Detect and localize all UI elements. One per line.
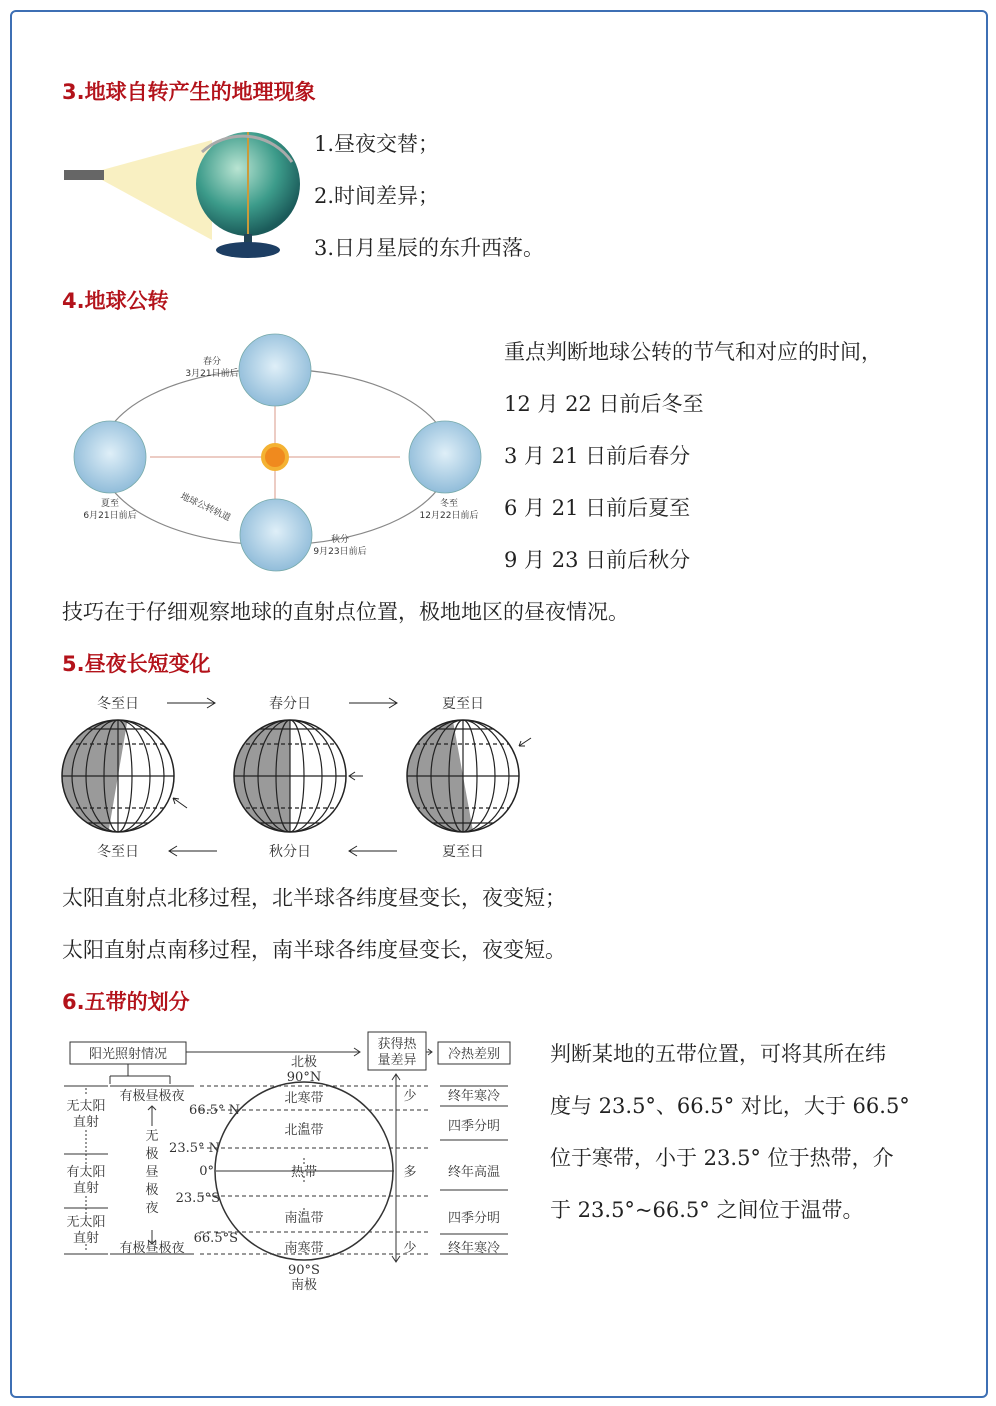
s6-line-4: 于 23.5°~66.5° 之间位于温带。 xyxy=(550,1198,864,1222)
day-night-diagram xyxy=(55,688,535,864)
top-label-2: 春分日 xyxy=(269,696,311,712)
globe-equinox xyxy=(225,718,355,838)
s5-line-1: 太阳直射点北移过程，北半球各纬度昼变长，夜变短； xyxy=(62,886,566,910)
summer-date: 6月21日前后 xyxy=(83,511,137,521)
spring-label: 春分 xyxy=(202,357,222,367)
temp-4: 四季分明 xyxy=(447,1211,501,1226)
bottom-label-2: 秋分日 xyxy=(269,844,311,860)
heat-box-1: 获得热 xyxy=(377,1037,417,1052)
no-sun-2b: 直射 xyxy=(72,1231,100,1246)
section3-title: 3.地球自转产生的地理现象 xyxy=(62,80,316,104)
temp-3: 终年高温 xyxy=(447,1165,501,1180)
lat-66s: 66.5°S xyxy=(193,1231,238,1246)
spring-date: 3月21日前后 xyxy=(185,369,239,379)
no-polar-2: 极 xyxy=(145,1147,159,1162)
globe-winter xyxy=(55,688,181,864)
temp-5: 终年寒冷 xyxy=(447,1241,501,1256)
n90-label: 90°N xyxy=(286,1070,322,1085)
winter-label: 冬至 xyxy=(439,499,459,509)
s4-line-1: 重点判断地球公转的节气和对应的时间， xyxy=(504,340,882,364)
s4-line-5: 9 月 23 日前后秋分 xyxy=(504,548,691,572)
no-polar-5: 夜 xyxy=(145,1201,159,1216)
s6-line-1: 判断某地的五带位置，可将其所在纬 xyxy=(550,1042,886,1066)
top-label-1: 冬至日 xyxy=(97,696,139,712)
temp-2: 四季分明 xyxy=(447,1119,501,1134)
no-sun-1b: 直射 xyxy=(72,1115,100,1130)
has-sun-b: 直射 xyxy=(72,1181,100,1196)
sun-icon xyxy=(263,445,287,469)
has-sun-a: 有太阳 xyxy=(66,1165,106,1180)
s4-line-2: 12 月 22 日前后冬至 xyxy=(504,392,704,416)
earth-orbit-diagram xyxy=(70,330,490,575)
winter-date: 12月22日前后 xyxy=(419,511,479,521)
flashlight-icon xyxy=(64,170,104,180)
earth-summer xyxy=(74,421,146,493)
summer-label: 夏至 xyxy=(100,499,120,509)
bottom-label-1: 冬至日 xyxy=(97,844,139,860)
amount-bottom: 少 xyxy=(403,1241,417,1256)
polar-bottom: 有极昼极夜 xyxy=(119,1241,185,1256)
lat-23s: 23.5°S xyxy=(175,1191,220,1206)
s4-line-4: 6 月 21 日前后夏至 xyxy=(504,496,691,520)
lat-23n: 23.5° N xyxy=(169,1141,220,1156)
zone-south-temperate: 南温带 xyxy=(284,1211,324,1226)
five-zones-diagram xyxy=(60,1030,520,1298)
polar-top: 有极昼极夜 xyxy=(119,1089,185,1104)
no-polar-4: 极 xyxy=(145,1183,159,1198)
south-pole: 南极 xyxy=(290,1278,318,1293)
earth-autumn xyxy=(240,499,312,571)
lat-0: 0° xyxy=(199,1164,214,1179)
no-polar-3: 昼 xyxy=(145,1165,159,1180)
earth-winter xyxy=(409,421,481,493)
autumn-date: 9月23日前后 xyxy=(313,547,367,557)
zone-tropical: 热带 xyxy=(290,1165,318,1180)
s6-line-3: 位于寒带，小于 23.5° 位于热带，介 xyxy=(550,1146,894,1170)
section4-title: 4.地球公转 xyxy=(62,289,169,313)
zone-north-temperate: 北温带 xyxy=(284,1123,324,1138)
light-beam xyxy=(102,140,212,240)
globe-flashlight-illustration xyxy=(62,122,307,262)
cold-box: 冷热差别 xyxy=(447,1047,501,1062)
heat-box-2: 量差异 xyxy=(377,1053,417,1068)
amount-mid: 多 xyxy=(403,1165,417,1180)
zone-south-frigid: 南寒带 xyxy=(284,1241,324,1256)
globe-summer xyxy=(395,688,525,864)
section6-title: 6.五带的划分 xyxy=(62,990,190,1014)
autumn-label: 秋分 xyxy=(330,535,350,545)
bottom-label-3: 夏至日 xyxy=(442,844,484,860)
top-label-3: 夏至日 xyxy=(442,696,484,712)
s90-label: 90°S xyxy=(288,1263,320,1278)
no-sun-1a: 无太阳 xyxy=(66,1099,106,1114)
s4-tip: 技巧在于仔细观察地球的直射点位置，极地地区的昼夜情况。 xyxy=(62,600,629,624)
earth-spring xyxy=(239,334,311,406)
lat-66n: 66.5° N xyxy=(189,1103,240,1118)
s6-line-2: 度与 23.5°、66.5° 对比，大于 66.5° xyxy=(550,1094,910,1118)
s3-item-2: 2.时间差异； xyxy=(314,184,440,208)
zone-north-frigid: 北寒带 xyxy=(284,1091,324,1106)
s5-line-2: 太阳直射点南移过程，南半球各纬度昼变长，夜变短。 xyxy=(62,938,566,962)
amount-top: 少 xyxy=(403,1089,417,1104)
s3-item-3: 3.日月星辰的东升西落。 xyxy=(314,236,545,260)
section5-title: 5.昼夜长短变化 xyxy=(62,652,211,676)
temp-1: 终年寒冷 xyxy=(447,1089,501,1104)
north-pole: 北极 xyxy=(290,1055,318,1070)
sun-box: 阳光照射情况 xyxy=(88,1047,168,1062)
no-polar-1: 无 xyxy=(145,1129,159,1144)
s3-item-1: 1.昼夜交替； xyxy=(314,132,440,156)
orbit-label: 地球公转轨道 xyxy=(178,491,232,524)
no-sun-2a: 无太阳 xyxy=(66,1215,106,1230)
s4-line-3: 3 月 21 日前后春分 xyxy=(504,444,691,468)
